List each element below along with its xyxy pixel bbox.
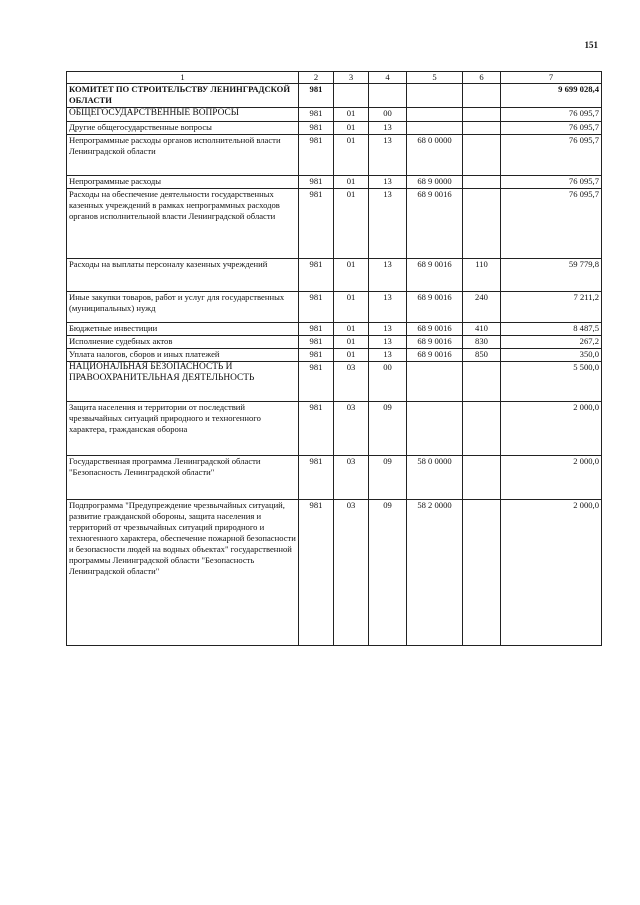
cell-code-csr: 68 9 0016 bbox=[407, 336, 463, 349]
cell-amount: 2 000,0 bbox=[501, 456, 602, 500]
cell-code-rz: 01 bbox=[334, 135, 369, 176]
cell-name: Расходы на обеспечение деятельности государственных казенных учреждений в рамках непрограммных расходов органов исполнительной власти Ленинградской области bbox=[67, 189, 299, 259]
cell-amount: 59 779,8 bbox=[501, 259, 602, 292]
cell-code-vr bbox=[463, 84, 501, 108]
cell-code-pr: 09 bbox=[369, 500, 407, 646]
cell-code-ved: 981 bbox=[299, 362, 334, 402]
cell-amount: 2 000,0 bbox=[501, 500, 602, 646]
cell-code-rz: 01 bbox=[334, 122, 369, 135]
table-row bbox=[67, 349, 602, 362]
cell-code-rz: 01 bbox=[334, 336, 369, 349]
cell-code-ved: 981 bbox=[299, 456, 334, 500]
cell-code-ved: 981 bbox=[299, 323, 334, 336]
cell-code-ved: 981 bbox=[299, 336, 334, 349]
table-row bbox=[67, 323, 602, 336]
table-row bbox=[67, 336, 602, 349]
cell-code-rz: 03 bbox=[334, 402, 369, 456]
cell-amount: 8 487,5 bbox=[501, 323, 602, 336]
cell-code-ved: 981 bbox=[299, 84, 334, 108]
header-cell: 6 bbox=[463, 72, 501, 84]
cell-code-vr bbox=[463, 456, 501, 500]
cell-code-ved: 981 bbox=[299, 402, 334, 456]
table-row bbox=[67, 500, 602, 646]
cell-name: Бюджетные инвестиции bbox=[67, 323, 299, 336]
cell-code-rz: 01 bbox=[334, 189, 369, 259]
cell-code-vr bbox=[463, 402, 501, 456]
cell-code-rz: 01 bbox=[334, 259, 369, 292]
cell-name: Другие общегосударственные вопросы bbox=[67, 122, 299, 135]
header-cell: 3 bbox=[334, 72, 369, 84]
cell-code-pr: 13 bbox=[369, 135, 407, 176]
header-cell: 5 bbox=[407, 72, 463, 84]
header-cell: 4 bbox=[369, 72, 407, 84]
cell-code-csr: 68 9 0016 bbox=[407, 349, 463, 362]
cell-code-ved: 981 bbox=[299, 176, 334, 189]
cell-code-csr: 68 9 0016 bbox=[407, 189, 463, 259]
cell-code-rz: 03 bbox=[334, 500, 369, 646]
cell-code-ved: 981 bbox=[299, 500, 334, 646]
cell-code-ved: 981 bbox=[299, 259, 334, 292]
table-row bbox=[67, 456, 602, 500]
cell-code-ved: 981 bbox=[299, 349, 334, 362]
cell-amount: 76 095,7 bbox=[501, 135, 602, 176]
cell-name: Уплата налогов, сборов и иных платежей bbox=[67, 349, 299, 362]
cell-code-csr: 68 9 0000 bbox=[407, 176, 463, 189]
cell-code-rz: 03 bbox=[334, 362, 369, 402]
cell-amount: 7 211,2 bbox=[501, 292, 602, 323]
cell-name: Непрограммные расходы органов исполнительной власти Ленинградской области bbox=[67, 135, 299, 176]
cell-code-ved: 981 bbox=[299, 292, 334, 323]
cell-code-csr bbox=[407, 108, 463, 122]
table-row bbox=[67, 176, 602, 189]
cell-amount: 267,2 bbox=[501, 336, 602, 349]
cell-code-pr: 13 bbox=[369, 189, 407, 259]
cell-code-csr: 58 2 0000 bbox=[407, 500, 463, 646]
cell-code-pr: 13 bbox=[369, 176, 407, 189]
table-row bbox=[67, 402, 602, 456]
cell-amount: 76 095,7 bbox=[501, 108, 602, 122]
cell-name: Государственная программа Ленинградской области "Безопасность Ленинградской области" bbox=[67, 456, 299, 500]
table-row bbox=[67, 108, 602, 122]
cell-code-pr: 13 bbox=[369, 292, 407, 323]
cell-name: Расходы на выплаты персоналу казенных учреждений bbox=[67, 259, 299, 292]
cell-code-rz: 03 bbox=[334, 456, 369, 500]
cell-code-rz: 01 bbox=[334, 108, 369, 122]
cell-name: Защита населения и территории от последствий чрезвычайных ситуаций природного и техногенного характера, гражданская оборона bbox=[67, 402, 299, 456]
header-cell: 7 bbox=[501, 72, 602, 84]
cell-name: Исполнение судебных актов bbox=[67, 336, 299, 349]
cell-code-vr bbox=[463, 122, 501, 135]
cell-code-vr bbox=[463, 362, 501, 402]
cell-code-csr bbox=[407, 122, 463, 135]
table-row bbox=[67, 122, 602, 135]
cell-name: Иные закупки товаров, работ и услуг для государственных (муниципальных) нужд bbox=[67, 292, 299, 323]
header-row bbox=[67, 72, 602, 84]
cell-code-pr: 09 bbox=[369, 402, 407, 456]
cell-amount: 76 095,7 bbox=[501, 189, 602, 259]
cell-amount: 9 699 028,4 bbox=[501, 84, 602, 108]
cell-amount: 2 000,0 bbox=[501, 402, 602, 456]
cell-code-vr bbox=[463, 189, 501, 259]
cell-amount: 76 095,7 bbox=[501, 176, 602, 189]
budget-table bbox=[66, 71, 602, 646]
cell-code-rz: 01 bbox=[334, 292, 369, 323]
cell-code-vr: 240 bbox=[463, 292, 501, 323]
table-row bbox=[67, 84, 602, 108]
cell-code-csr: 68 9 0016 bbox=[407, 259, 463, 292]
cell-code-pr: 00 bbox=[369, 108, 407, 122]
cell-code-csr: 58 0 0000 bbox=[407, 456, 463, 500]
cell-code-rz bbox=[334, 84, 369, 108]
cell-amount: 76 095,7 bbox=[501, 122, 602, 135]
cell-code-vr: 110 bbox=[463, 259, 501, 292]
cell-code-csr bbox=[407, 362, 463, 402]
header-cell: 2 bbox=[299, 72, 334, 84]
cell-name: НАЦИОНАЛЬНАЯ БЕЗОПАСНОСТЬ И ПРАВООХРАНИТЕЛЬНАЯ ДЕЯТЕЛЬНОСТЬ bbox=[67, 362, 299, 402]
cell-code-ved: 981 bbox=[299, 189, 334, 259]
table-row bbox=[67, 135, 602, 176]
table-row bbox=[67, 189, 602, 259]
cell-code-vr bbox=[463, 176, 501, 189]
table-row bbox=[67, 259, 602, 292]
cell-name: КОМИТЕТ ПО СТРОИТЕЛЬСТВУ ЛЕНИНГРАДСКОЙ ОБЛАСТИ bbox=[67, 84, 299, 108]
cell-name: ОБЩЕГОСУДАРСТВЕННЫЕ ВОПРОСЫ bbox=[67, 108, 299, 122]
cell-code-ved: 981 bbox=[299, 108, 334, 122]
cell-code-pr: 13 bbox=[369, 349, 407, 362]
cell-code-pr: 13 bbox=[369, 336, 407, 349]
cell-code-vr bbox=[463, 108, 501, 122]
header-cell: 1 bbox=[67, 72, 299, 84]
page-number: 151 bbox=[584, 40, 598, 50]
cell-code-vr bbox=[463, 135, 501, 176]
cell-code-pr: 09 bbox=[369, 456, 407, 500]
cell-code-vr: 410 bbox=[463, 323, 501, 336]
cell-name: Подпрограмма "Предупреждение чрезвычайных ситуаций, развитие гражданской обороны, защита населения и территорий от чрезвычайных ситуаций природного и техногенного характера, обеспечение пожарной безопасности и безопасности людей на водных объектах" государственной программы Ленинградской области "Безопасность Ленинградской области" bbox=[67, 500, 299, 646]
cell-amount: 350,0 bbox=[501, 349, 602, 362]
cell-code-csr bbox=[407, 402, 463, 456]
cell-code-pr: 00 bbox=[369, 362, 407, 402]
cell-code-pr bbox=[369, 84, 407, 108]
table-row bbox=[67, 362, 602, 402]
cell-code-vr: 850 bbox=[463, 349, 501, 362]
cell-code-rz: 01 bbox=[334, 349, 369, 362]
cell-code-ved: 981 bbox=[299, 122, 334, 135]
cell-code-pr: 13 bbox=[369, 323, 407, 336]
cell-code-vr: 830 bbox=[463, 336, 501, 349]
cell-code-pr: 13 bbox=[369, 122, 407, 135]
cell-name: Непрограммные расходы bbox=[67, 176, 299, 189]
cell-amount: 5 500,0 bbox=[501, 362, 602, 402]
cell-code-csr: 68 0 0000 bbox=[407, 135, 463, 176]
cell-code-pr: 13 bbox=[369, 259, 407, 292]
cell-code-vr bbox=[463, 500, 501, 646]
cell-code-rz: 01 bbox=[334, 323, 369, 336]
cell-code-ved: 981 bbox=[299, 135, 334, 176]
table-row bbox=[67, 292, 602, 323]
cell-code-csr: 68 9 0016 bbox=[407, 292, 463, 323]
cell-code-csr bbox=[407, 84, 463, 108]
cell-code-rz: 01 bbox=[334, 176, 369, 189]
cell-code-csr: 68 9 0016 bbox=[407, 323, 463, 336]
